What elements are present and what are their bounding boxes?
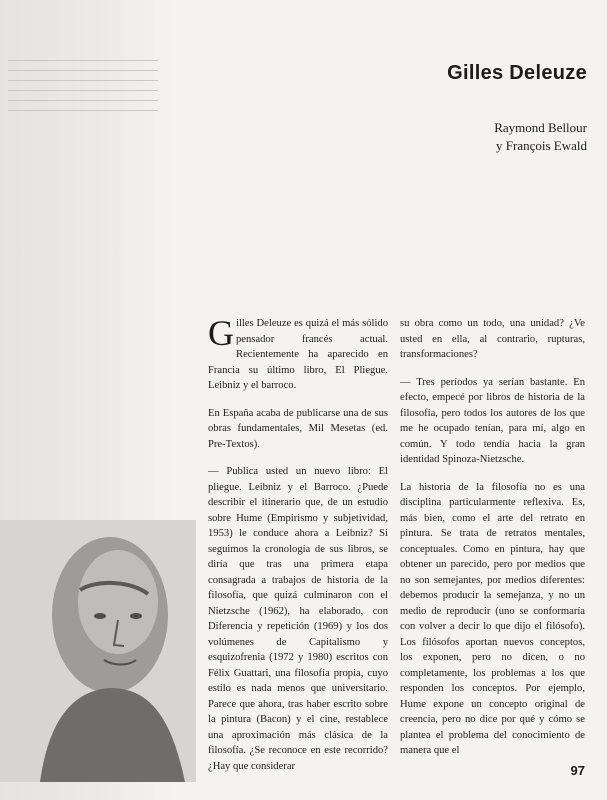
answer-paragraph: — Tres períodos ya serían bastante. En efecto, empecé por libros de historia de la filosofía, pero todos los autores de los que me he ocupado tenían, para mí, algo en común. Y todo tendía hacia la gran identidad Spinoza-Nietzsche. bbox=[400, 376, 585, 465]
bleed-text-line bbox=[8, 100, 158, 101]
author-line-1: Raymond Bellour bbox=[494, 120, 587, 135]
publication-note: En España acaba de publicarse una de sus obras fundamentales, Mil Mesetas (ed. Pre-Textos). bbox=[208, 407, 388, 450]
question-paragraph: — Publica usted un nuevo libro: El pliegue. Leibniz y el Barroco. ¿Puede describir el itinerario que, de un estudio sobre Hume (Empirismo y subjetividad, 1953) le conduce ahora a Leibniz? Si seguimos la cronología de sus libros, se diría que tras una primera etapa consagrada a trabajos de historia de la filosofía, que quizá culminaron con el Nietzsche (1962), ha elaborado, con Diferencia y repetición (1969) y los dos volúmenes de Capitalismo y esquizofrenia (1972 y 1980) escritos con Félix Guattari, una filosofía propia, cuyo estilo es nada menos que universitario. Parece que ahora, tras haber escrito sobre la pintura (Bacon) y el cine, restablece una aproximación más clásica de la filosofía. ¿Se reconoce en este recorrido? ¿Hay que considerar bbox=[208, 466, 388, 772]
text-column-right bbox=[400, 316, 585, 771]
bleed-text-line bbox=[8, 60, 158, 61]
bleed-text-line bbox=[8, 70, 158, 71]
intro-paragraph bbox=[208, 313, 388, 394]
author-line-2: y François Ewald bbox=[496, 138, 587, 153]
body-paragraph: La historia de la filosofía no es una disciplina particularmente reflexiva. Es, más bien, como el arte del retrato en pintura. Se trata de retratos mentales, conceptuales. Como en pintura, hay que obtener un parecido, pero por medios que no son semejantes, por medios diferentes: debemos producir la semejanza, y no un medio de reproducir (uno se conformaría con volver a decir lo que dijo el filósofo). Los filósofos aportan nuevos conceptos, los exponen, pero no dicen, o no completamente, los problemas a los que responden los conceptos. Por ejemplo, Hume expone un concepto original de creencia, pero no dice por qué y cómo se plantea el problema del conocimiento de manera que el bbox=[400, 481, 585, 756]
portrait-silhouette bbox=[0, 520, 196, 782]
bleed-text-line bbox=[8, 110, 158, 111]
article-title: Gilles Deleuze bbox=[447, 62, 587, 84]
bleed-text-line bbox=[8, 90, 158, 91]
text-column-left bbox=[208, 313, 388, 786]
intro-text: illes Deleuze es quizá el más sólido pensador francés actual. Recientemente ha aparecido en Francia su último libro, El Pliegue. Leibniz y el barroco. bbox=[208, 318, 388, 391]
page-number: 97 bbox=[570, 763, 585, 778]
question-continuation: su obra como un todo, una unidad? ¿Ve usted en ella, al contrario, rupturas, transformaciones? bbox=[400, 318, 585, 360]
bleed-text-line bbox=[8, 80, 158, 81]
portrait-photo bbox=[0, 520, 196, 782]
drop-cap: G bbox=[208, 313, 234, 353]
